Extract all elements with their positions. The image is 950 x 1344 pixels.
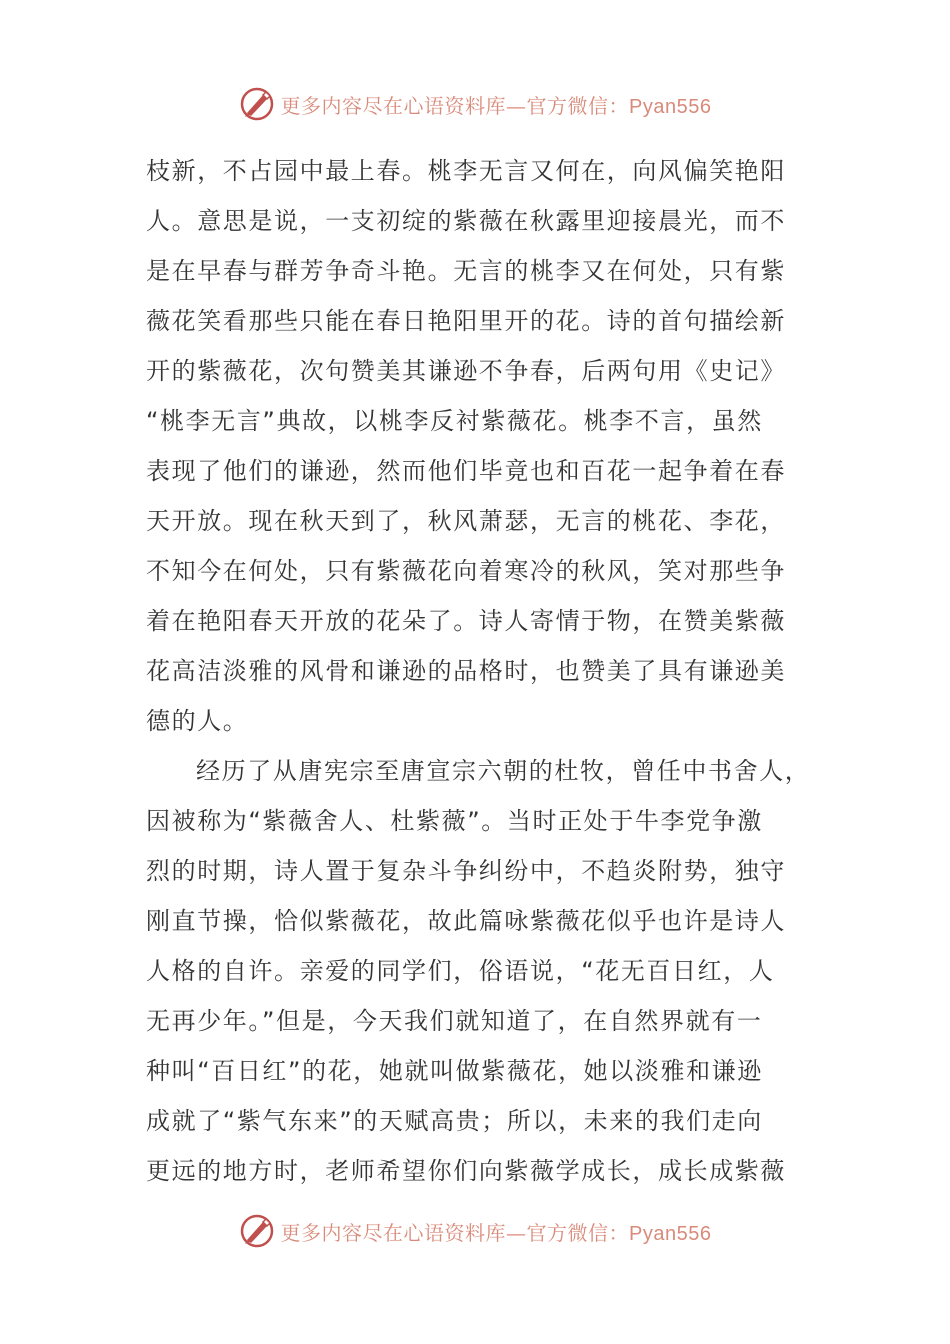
body-line-2: 人。意思是说，一支初绽的紫薇在秋露里迎接晨光，而不 <box>146 207 786 235</box>
footer-banner-label: 更多内容尽在心语资料库—官方微信： <box>280 1220 630 1245</box>
document-body <box>146 146 811 1196</box>
body-line-10: 着在艳阳春天开放的花朵了。诗人寄情于物，在赞美紫薇 <box>146 607 786 635</box>
body-line-15: 烈的时期，诗人置于复杂斗争纠纷中，不趋炎附势，独守 <box>146 857 786 885</box>
footer-wechat-id: Pyan556 <box>629 1222 712 1245</box>
body-line-3: 是在早春与群芳争奇斗艳。无言的桃李又在何处，只有紫 <box>146 257 786 285</box>
body-line-5: 开的紫薇花，次句赞美其谦逊不争春，后两句用《史记》 <box>146 357 786 385</box>
body-line-21: 更远的地方时，老师希望你们向紫薇学成长，成长成紫薇 <box>146 1157 786 1185</box>
body-line-19: 种叫“百日红”的花，她就叫做紫薇花，她以淡雅和谦逊 <box>146 1057 763 1085</box>
body-line-17: 人格的自许。亲爱的同学们，俗语说，“花无百日红，人 <box>146 957 775 985</box>
body-line-18: 无再少年。”但是，今天我们就知道了，在自然界就有一 <box>146 1007 763 1035</box>
body-line-4: 薇花笑看那些只能在春日艳阳里开的花。诗的首句描绘新 <box>146 307 786 335</box>
body-line-1: 枝新，不占园中最上春。桃李无言又何在，向风偏笑艳阳 <box>146 157 786 185</box>
footer-banner-text <box>281 1217 712 1246</box>
body-line-14: 因被称为“紫薇舍人、杜紫薇”。当时正处于牛李党争激 <box>146 807 763 835</box>
body-line-16: 刚直节操，恰似紫薇花，故此篇咏紫薇花似乎也许是诗人 <box>146 907 786 935</box>
body-line-20: 成就了“紫气东来”的天赋高贵；所以，未来的我们走向 <box>146 1107 763 1135</box>
header-banner-text <box>281 90 712 119</box>
body-line-7: 表现了他们的谦逊，然而他们毕竟也和百花一起争着在春 <box>146 457 786 485</box>
body-line-13: 经历了从唐宪宗至唐宣宗六朝的杜牧，曾任中书舍人， <box>196 757 811 785</box>
footer-banner <box>0 1211 950 1251</box>
pen-logo-icon <box>239 1213 275 1249</box>
body-line-11: 花高洁淡雅的风骨和谦逊的品格时，也赞美了具有谦逊美 <box>146 657 786 685</box>
header-banner <box>0 84 950 124</box>
body-line-8: 天开放。现在秋天到了，秋风萧瑟，无言的桃花、李花， <box>146 507 786 535</box>
body-line-6: “桃李无言”典故，以桃李反衬紫薇花。桃李不言，虽然 <box>146 407 763 435</box>
body-line-9: 不知今在何处，只有紫薇花向着寒冷的秋风，笑对那些争 <box>146 557 786 585</box>
header-wechat-id: Pyan556 <box>629 95 712 118</box>
header-banner-label: 更多内容尽在心语资料库—官方微信： <box>280 93 630 118</box>
body-line-12: 德的人。 <box>146 707 249 735</box>
pen-logo-icon <box>239 86 275 122</box>
